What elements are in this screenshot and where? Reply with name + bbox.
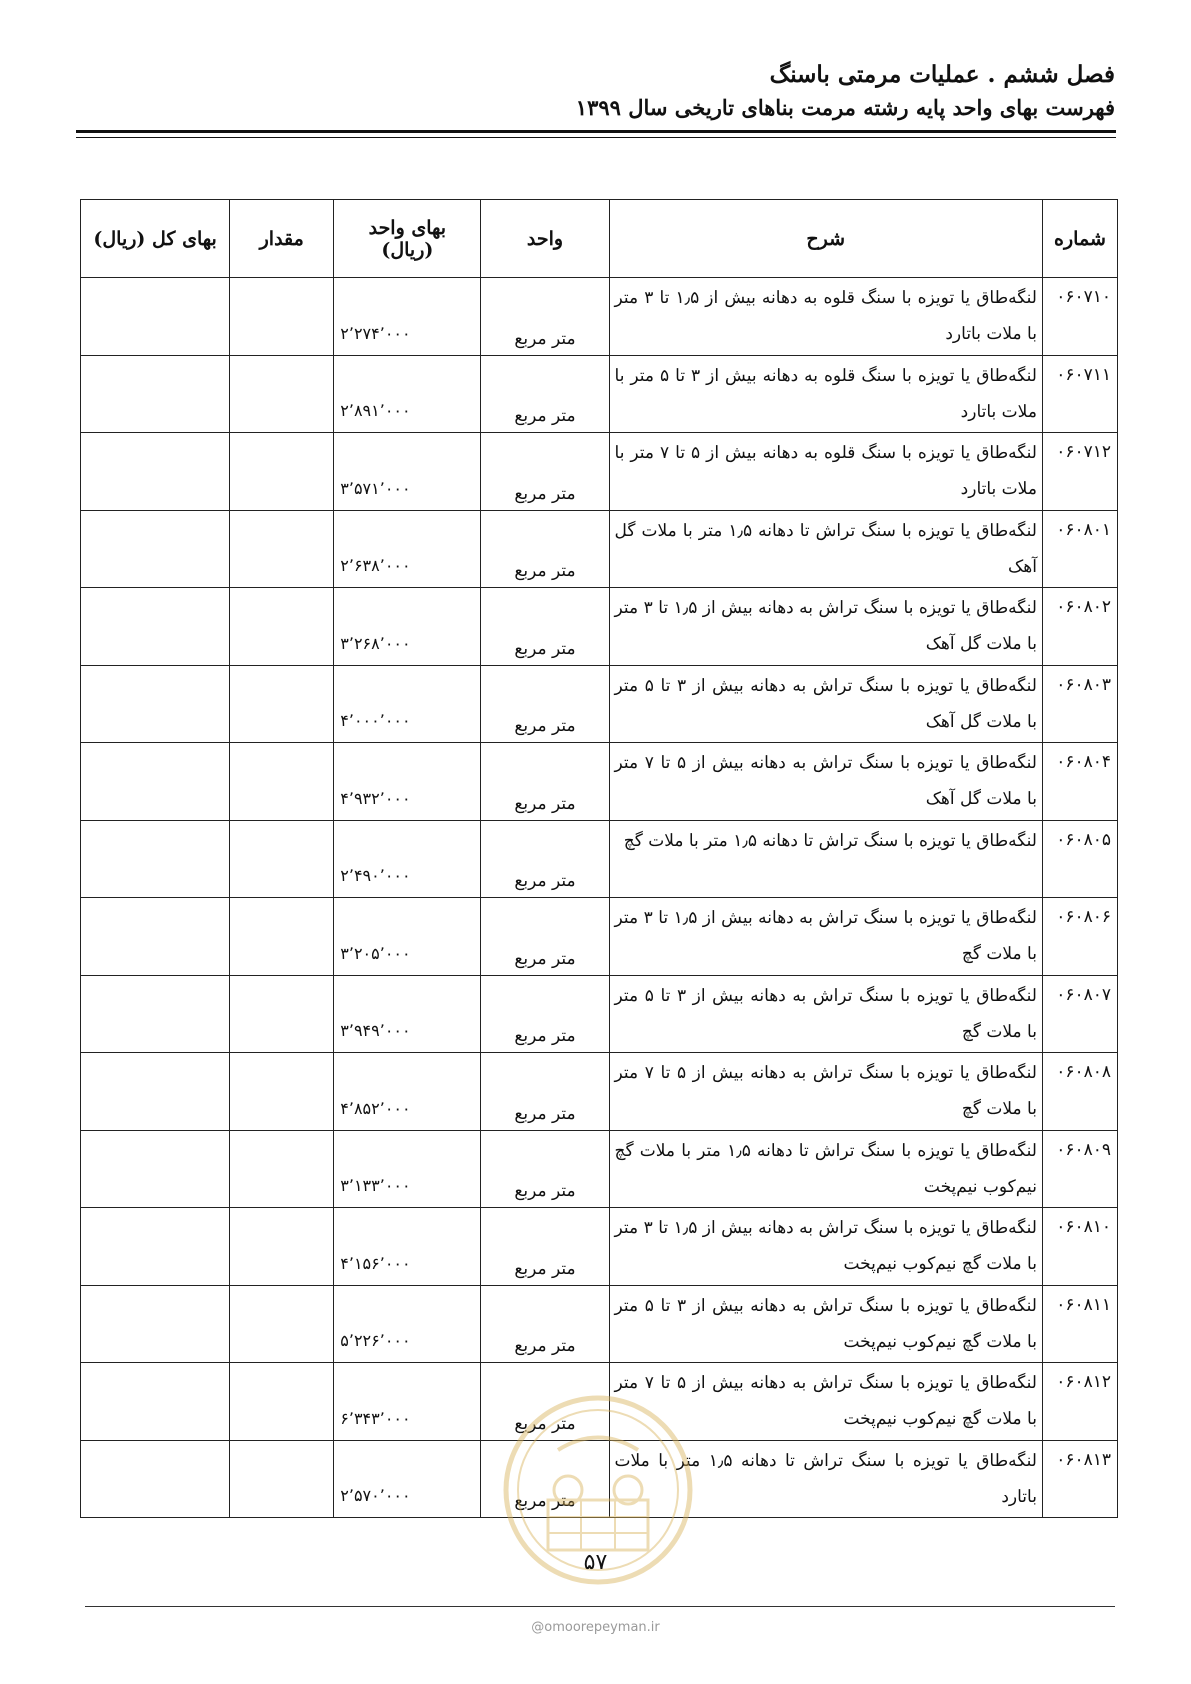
- cell-code: [1042, 1208, 1117, 1286]
- table-row: [81, 743, 1118, 821]
- cell-total: [81, 1363, 230, 1441]
- cell-unit-price: [334, 278, 481, 356]
- table-row: [81, 355, 1118, 433]
- cell-unit-price: [334, 1285, 481, 1363]
- cell-total: [81, 1440, 230, 1518]
- cell-unit-price: [334, 665, 481, 743]
- cell-total: [81, 1285, 230, 1363]
- cell-unit-price: [334, 433, 481, 511]
- item-unit-price: ۳٬۹۴۹٬۰۰۰: [340, 1021, 411, 1040]
- item-unit: متر مربع: [514, 1026, 576, 1046]
- cell-unit: [481, 1130, 609, 1208]
- cell-unit-price: [334, 1208, 481, 1286]
- item-description: لنگه‌طاق یا تویزه با سنگ قلوه به دهانه بیش از ۵ تا ۷ متر با ملات باتارد: [614, 443, 1037, 499]
- item-unit: متر مربع: [514, 1336, 576, 1356]
- item-description: لنگه‌طاق یا تویزه با سنگ تراش تا دهانه ۱٫۵ متر با ملات گل آهک: [614, 520, 1037, 577]
- chapter-title: فصل ششم . عملیات مرمتی باسنگ: [769, 61, 1115, 88]
- cell-code: [1042, 665, 1117, 743]
- col-header-unit-price: [334, 200, 481, 278]
- cell-unit: [481, 665, 609, 743]
- header-rule-thin: [76, 137, 1116, 138]
- cell-quantity: [230, 898, 334, 976]
- item-unit: متر مربع: [514, 1103, 576, 1124]
- cell-description: [609, 1285, 1042, 1363]
- cell-description: [609, 278, 1042, 356]
- cell-total: [81, 588, 230, 666]
- item-code: ۰۶۰۷۱۱: [1056, 364, 1111, 385]
- cell-total: [81, 433, 230, 511]
- cell-unit-price: [334, 1363, 481, 1441]
- cell-unit: [481, 278, 609, 356]
- item-unit-price: ۴٬۰۰۰٬۰۰۰: [340, 711, 411, 730]
- table-row: [81, 1053, 1118, 1131]
- item-code: ۰۶۰۸۰۸: [1056, 1062, 1111, 1082]
- cell-total: [81, 898, 230, 976]
- item-description: لنگه‌طاق یا تویزه با سنگ تراش به دهانه بیش از ۱٫۵ تا ۳ متر با ملات گچ نیم‌کوب نیم‌پخت: [614, 1218, 1037, 1274]
- table-body: [81, 278, 1118, 1518]
- price-table: [80, 199, 1118, 1518]
- cell-quantity: [230, 588, 334, 666]
- cell-description: [609, 665, 1042, 743]
- item-unit: متر مربع: [514, 716, 576, 736]
- item-code: ۰۶۰۸۰۱: [1056, 519, 1111, 540]
- cell-quantity: [230, 1130, 334, 1208]
- item-unit: متر مربع: [514, 638, 576, 659]
- col-header-code: شماره: [1042, 200, 1117, 278]
- item-code: ۰۶۰۸۱۰: [1056, 1217, 1111, 1237]
- cell-unit: [481, 588, 609, 666]
- cell-description: [609, 820, 1042, 898]
- item-unit: متر مربع: [514, 1258, 576, 1279]
- cell-unit: [481, 820, 609, 898]
- table-row: [81, 588, 1118, 666]
- item-description: لنگه‌طاق یا تویزه با سنگ تراش به دهانه بیش از ۵ تا ۷ متر با ملات گچ نیم‌کوب نیم‌پخت: [614, 1373, 1037, 1429]
- cell-description: [609, 898, 1042, 976]
- cell-code: [1042, 1285, 1117, 1363]
- table-row: [81, 898, 1118, 976]
- cell-description: [609, 743, 1042, 821]
- page-number: ۵۷: [583, 1550, 608, 1575]
- item-code: ۰۶۰۸۰۴: [1056, 752, 1111, 772]
- col-header-unit: واحد: [481, 200, 609, 278]
- cell-quantity: [230, 1208, 334, 1286]
- cell-unit: [481, 355, 609, 433]
- item-unit: متر مربع: [514, 406, 576, 426]
- cell-unit: [481, 743, 609, 821]
- header-rule-thick: [76, 130, 1116, 133]
- item-description: لنگه‌طاق یا تویزه با سنگ تراش به دهانه بیش از ۱٫۵ تا ۳ متر با ملات گچ: [614, 908, 1037, 964]
- cell-unit-price: [334, 588, 481, 666]
- cell-description: [609, 510, 1042, 588]
- cell-unit: [481, 1285, 609, 1363]
- cell-quantity: [230, 1440, 334, 1518]
- item-unit: متر مربع: [514, 948, 576, 969]
- cell-total: [81, 820, 230, 898]
- cell-code: [1042, 975, 1117, 1053]
- table-row: [81, 433, 1118, 511]
- cell-unit-price: [334, 975, 481, 1053]
- table-row: [81, 665, 1118, 743]
- item-unit: متر مربع: [514, 1491, 576, 1511]
- col-header-description: شرح: [609, 200, 1042, 278]
- item-description: لنگه‌طاق یا تویزه با سنگ تراش تا دهانه ۱٫۵ متر با ملات باتارد: [614, 1450, 1037, 1507]
- col-header-quantity: مقدار: [230, 200, 334, 278]
- cell-description: [609, 355, 1042, 433]
- table-row: [81, 510, 1118, 588]
- item-unit-price: ۶٬۳۴۳٬۰۰۰: [340, 1408, 411, 1428]
- item-description: لنگه‌طاق یا تویزه با سنگ تراش به دهانه بیش از ۳ تا ۵ متر با ملات گچ: [614, 985, 1037, 1042]
- item-unit-price: ۳٬۱۳۳٬۰۰۰: [340, 1176, 411, 1195]
- item-code: ۰۶۰۸۱۲: [1056, 1372, 1111, 1392]
- item-unit-price: ۲٬۸۹۱٬۰۰۰: [340, 401, 411, 420]
- cell-code: [1042, 433, 1117, 511]
- watermark-text: @omoorepeyman.ir: [531, 1620, 660, 1635]
- cell-description: [609, 1130, 1042, 1208]
- cell-description: [609, 588, 1042, 666]
- page-header: [75, 58, 1115, 124]
- cell-total: [81, 975, 230, 1053]
- cell-quantity: [230, 433, 334, 511]
- unit-price-label: بهای واحد: [368, 216, 447, 239]
- cell-quantity: [230, 1363, 334, 1441]
- cell-description: [609, 433, 1042, 511]
- item-unit: متر مربع: [514, 793, 576, 814]
- cell-code: [1042, 1053, 1117, 1131]
- cell-quantity: [230, 743, 334, 821]
- item-description: لنگه‌طاق یا تویزه با سنگ تراش تا دهانه ۱٫۵ متر با ملات گچ: [623, 830, 1037, 851]
- item-code: ۰۶۰۸۰۲: [1056, 597, 1111, 617]
- item-unit-price: ۲٬۲۷۴٬۰۰۰: [340, 323, 411, 343]
- item-description: لنگه‌طاق یا تویزه با سنگ تراش تا دهانه ۱٫۵ متر با ملات گچ نیم‌کوب نیم‌پخت: [614, 1140, 1037, 1197]
- cell-unit: [481, 1053, 609, 1131]
- cell-total: [81, 665, 230, 743]
- document-subtitle: فهرست بهای واحد پایه رشته مرمت بناهای تاریخی سال ۱۳۹۹: [575, 95, 1115, 120]
- item-description: لنگه‌طاق یا تویزه با سنگ تراش به دهانه بیش از ۵ تا ۷ متر با ملات گچ: [614, 1063, 1037, 1119]
- unit-price-currency: (ریال): [381, 238, 434, 261]
- item-code: ۰۶۰۷۱۲: [1056, 442, 1111, 462]
- cell-unit: [481, 433, 609, 511]
- item-unit-price: ۳٬۲۶۸٬۰۰۰: [340, 633, 411, 653]
- cell-quantity: [230, 355, 334, 433]
- table-header-row: [81, 200, 1118, 278]
- cell-code: [1042, 510, 1117, 588]
- item-description: لنگه‌طاق یا تویزه با سنگ قلوه به دهانه بیش از ۱٫۵ تا ۳ متر با ملات باتارد: [614, 288, 1037, 344]
- item-description: لنگه‌طاق یا تویزه با سنگ تراش به دهانه بیش از ۱٫۵ تا ۳ متر با ملات گل آهک: [614, 598, 1037, 654]
- item-unit: متر مربع: [514, 1413, 576, 1434]
- item-unit-price: ۳٬۵۷۱٬۰۰۰: [340, 478, 411, 498]
- item-description: لنگه‌طاق یا تویزه با سنگ تراش به دهانه بیش از ۳ تا ۵ متر با ملات گچ نیم‌کوب نیم‌پخت: [614, 1295, 1037, 1352]
- cell-quantity: [230, 975, 334, 1053]
- item-unit-price: ۲٬۵۷۰٬۰۰۰: [340, 1486, 411, 1505]
- cell-unit: [481, 510, 609, 588]
- item-unit-price: ۴٬۹۳۲٬۰۰۰: [340, 788, 411, 808]
- table-row: [81, 820, 1118, 898]
- table-row: [81, 278, 1118, 356]
- table-row: [81, 1285, 1118, 1363]
- item-code: ۰۶۰۸۱۳: [1056, 1449, 1111, 1470]
- cell-unit-price: [334, 820, 481, 898]
- cell-quantity: [230, 820, 334, 898]
- cell-code: [1042, 1363, 1117, 1441]
- item-unit-price: ۴٬۱۵۶٬۰۰۰: [340, 1253, 411, 1273]
- cell-code: [1042, 588, 1117, 666]
- item-code: ۰۶۰۸۰۳: [1056, 674, 1111, 695]
- cell-code: [1042, 278, 1117, 356]
- cell-quantity: [230, 1053, 334, 1131]
- cell-total: [81, 1130, 230, 1208]
- cell-unit-price: [334, 1130, 481, 1208]
- cell-code: [1042, 355, 1117, 433]
- cell-code: [1042, 820, 1117, 898]
- cell-unit-price: [334, 355, 481, 433]
- item-unit-price: ۴٬۸۵۲٬۰۰۰: [340, 1098, 411, 1118]
- cell-unit: [481, 898, 609, 976]
- cell-total: [81, 278, 230, 356]
- item-description: لنگه‌طاق یا تویزه با سنگ تراش به دهانه بیش از ۳ تا ۵ متر با ملات گل آهک: [614, 675, 1037, 732]
- footer-rule: [85, 1606, 1115, 1607]
- item-unit: متر مربع: [514, 1181, 576, 1201]
- cell-total: [81, 743, 230, 821]
- item-description: لنگه‌طاق یا تویزه با سنگ تراش به دهانه بیش از ۵ تا ۷ متر با ملات گل آهک: [614, 753, 1037, 809]
- item-unit-price: ۲٬۴۹۰٬۰۰۰: [340, 866, 411, 885]
- cell-code: [1042, 898, 1117, 976]
- item-unit-price: ۳٬۲۰۵٬۰۰۰: [340, 943, 411, 963]
- item-code: ۰۶۰۸۰۶: [1056, 907, 1111, 927]
- table-row: [81, 1208, 1118, 1286]
- item-unit-price: ۲٬۶۳۸٬۰۰۰: [340, 556, 411, 575]
- item-code: ۰۶۰۸۰۹: [1056, 1139, 1111, 1160]
- cell-unit: [481, 1208, 609, 1286]
- item-unit-price: ۵٬۲۲۶٬۰۰۰: [340, 1331, 411, 1350]
- cell-description: [609, 1053, 1042, 1131]
- cell-description: [609, 1208, 1042, 1286]
- cell-quantity: [230, 510, 334, 588]
- col-header-total: بهای کل (ریال): [81, 200, 230, 278]
- cell-total: [81, 355, 230, 433]
- cell-unit-price: [334, 898, 481, 976]
- cell-unit-price: [334, 1440, 481, 1518]
- item-code: ۰۶۰۸۱۱: [1056, 1294, 1111, 1315]
- cell-unit: [481, 975, 609, 1053]
- cell-unit-price: [334, 743, 481, 821]
- cell-unit-price: [334, 510, 481, 588]
- item-description: لنگه‌طاق یا تویزه با سنگ قلوه به دهانه بیش از ۳ تا ۵ متر با ملات باتارد: [614, 365, 1037, 422]
- item-code: ۰۶۰۸۰۵: [1056, 829, 1111, 850]
- table-row: [81, 1130, 1118, 1208]
- item-code: ۰۶۰۸۰۷: [1056, 984, 1111, 1005]
- cell-quantity: [230, 278, 334, 356]
- item-unit: متر مربع: [514, 328, 576, 349]
- cell-code: [1042, 1130, 1117, 1208]
- item-unit: متر مربع: [514, 483, 576, 504]
- table-row: [81, 975, 1118, 1053]
- item-code: ۰۶۰۷۱۰: [1056, 287, 1111, 307]
- cell-description: [609, 975, 1042, 1053]
- item-unit: متر مربع: [514, 561, 576, 581]
- cell-unit-price: [334, 1053, 481, 1131]
- cell-quantity: [230, 1285, 334, 1363]
- cell-quantity: [230, 665, 334, 743]
- cell-total: [81, 510, 230, 588]
- item-unit: متر مربع: [514, 871, 576, 891]
- cell-code: [1042, 743, 1117, 821]
- cell-total: [81, 1053, 230, 1131]
- cell-total: [81, 1208, 230, 1286]
- cell-code: [1042, 1440, 1117, 1518]
